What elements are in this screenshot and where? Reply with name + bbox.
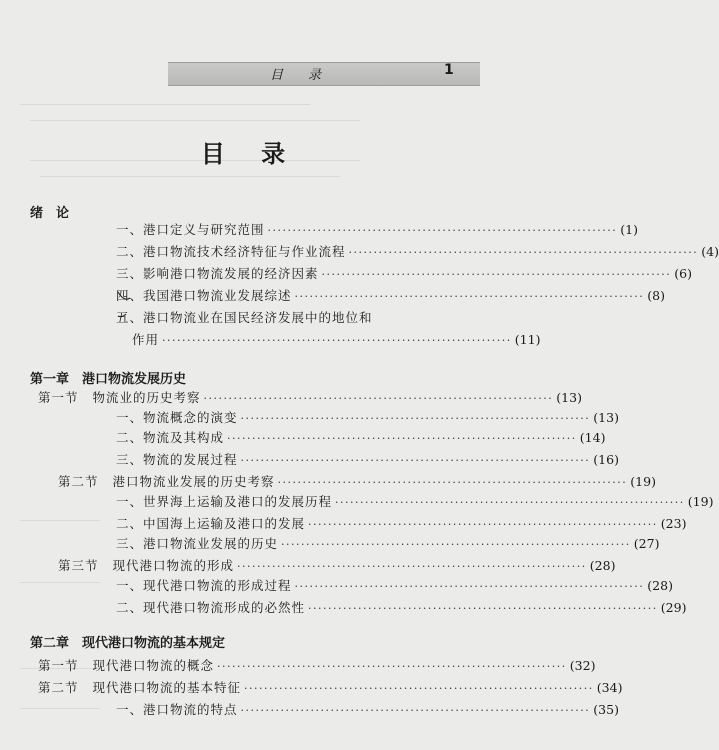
bleed-through-line [30,120,360,121]
leader-dots: ······································································ [203,392,554,405]
toc-entry-label: 一、世界海上运输及港口的发展历程 [116,494,333,509]
toc-entry-label: 一、物流概念的演变 [116,410,238,425]
leader-dots: ······································································ [281,538,631,551]
bleed-through-line [20,104,310,105]
toc-entry[interactable] [116,452,619,469]
running-header-title: 目 录 [270,68,328,83]
bleed-through-line [20,708,100,709]
bleed-through-line [20,582,100,583]
leader-dots: ······································································ [162,334,512,347]
toc-entry[interactable] [116,222,638,239]
leader-dots: ······································································ [348,246,699,259]
leader-dots: ······································································ [240,454,591,467]
toc-entry[interactable] [116,430,606,447]
leader-dots: ······································································ [294,580,645,593]
section-number: 第一节 [38,390,79,405]
toc-entry[interactable] [116,516,687,533]
toc-entry-page: (19) [630,474,656,489]
toc-entry-page: (34) [596,680,623,695]
toc-entry[interactable] [116,494,714,511]
leader-dots: ······································································ [277,476,628,489]
toc-entry-label: 一、现代港口物流的形成过程 [116,578,292,593]
intro-heading: 绪 论 [30,206,70,221]
leader-dots: ······································································ [217,660,567,673]
section-entry[interactable] [38,680,623,697]
leader-dots: ······································································ [240,704,591,717]
toc-entry[interactable] [116,244,719,261]
toc-entry-page: (29) [660,600,687,615]
toc-entry-label: 四、我国港口物流业发展综述 [116,288,292,303]
page-number: 1 [444,62,454,78]
toc-entry[interactable] [116,410,619,427]
toc-entry-page: (28) [589,558,616,573]
toc-entry-label: 二、物流及其构成 [116,430,225,445]
toc-entry[interactable] [116,600,687,617]
toc-entry-label: 二、中国海上运输及港口的发展 [116,516,306,531]
toc-entry[interactable] [116,702,619,719]
toc-entry-label: 一、港口定义与研究范围 [116,222,265,237]
toc-entry-page: (19) [687,494,714,509]
toc-entry-page: (13) [593,410,619,425]
leader-dots: ······································································ [244,682,594,695]
toc-entry-label[interactable]: 五、港口物流业在国民经济发展中的地位和 [116,310,373,325]
toc-entry-label: 三、物流的发展过程 [116,452,238,467]
toc-entry[interactable] [116,266,692,283]
handwritten-check-icon [116,288,140,322]
toc-entry-label: 三、影响港口物流发展的经济因素 [116,266,319,281]
toc-entry-label: 作用 [132,332,160,347]
toc-entry[interactable] [116,536,660,553]
section-title: 物流业的历史考察 [92,390,201,405]
toc-entry-page: (27) [633,536,660,551]
bleed-through-line [40,176,340,177]
leader-dots: ······································································ [321,268,672,281]
toc-entry-page: (28) [647,578,673,593]
leader-dots: ······································································ [308,602,658,615]
toc-entry[interactable] [116,578,673,595]
section-entry[interactable] [58,474,656,491]
leader-dots: ······································································ [308,518,658,531]
section-title: 现代港口物流的形成 [112,558,235,573]
section-entry[interactable] [58,558,616,575]
leader-dots: ······································································ [240,412,591,425]
toc-entry-page: (1) [620,222,638,237]
section-title: 现代港口物流的基本特征 [92,680,242,695]
toc-entry[interactable] [132,332,541,349]
toc-entry-page: (23) [660,516,687,531]
toc-entry-label: 三、港口物流业发展的历史 [116,536,279,551]
toc-entry-label: 一、港口物流的特点 [116,702,238,717]
section-title: 港口物流业发展的历史考察 [112,474,275,489]
section-number: 第三节 [58,558,99,573]
leader-dots: ······································································ [335,496,685,509]
leader-dots: ······································································ [294,290,645,303]
section-entry[interactable] [38,658,596,675]
bleed-through-line [20,520,100,521]
section-number: 第一节 [38,658,79,673]
section-entry[interactable] [38,390,582,407]
toc-entry[interactable] [116,288,665,305]
section-number: 第二节 [38,680,79,695]
toc-entry-page: (16) [593,452,619,467]
leader-dots: ······································································ [237,560,587,573]
leader-dots: ······································································ [227,432,577,445]
section-title: 现代港口物流的概念 [92,658,215,673]
toc-entry-page: (35) [593,702,619,717]
toc-entry-page: (11) [514,332,541,347]
toc-entry-label: 二、港口物流技术经济特征与作业流程 [116,244,346,259]
chapter-heading: 第二章 现代港口物流的基本规定 [30,636,226,651]
toc-entry-page: (8) [647,288,665,303]
toc-entry-page: (14) [579,430,606,445]
chapter-heading: 第一章 港口物流发展历史 [30,372,187,387]
leader-dots: ······································································ [267,224,618,237]
toc-entry-label: 二、现代港口物流形成的必然性 [116,600,306,615]
toc-entry-page: (4) [701,244,719,259]
toc-entry-page: (13) [556,390,582,405]
toc-entry-page: (6) [674,266,692,281]
page-title: 目 录 [200,140,300,168]
section-number: 第二节 [58,474,99,489]
toc-entry-page: (32) [569,658,596,673]
